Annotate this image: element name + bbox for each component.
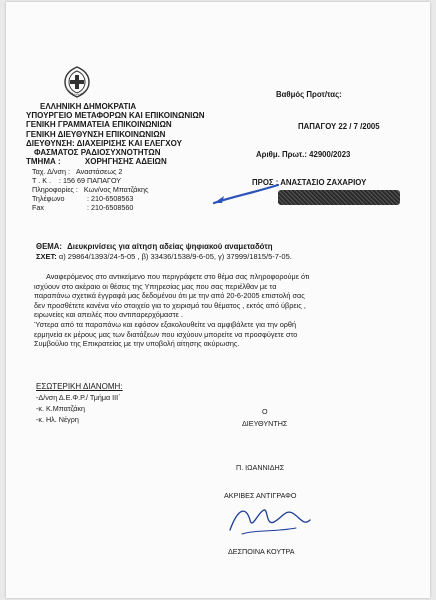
body-line: ερμηνεία εκ μέρους μας των διατάξεων που ισχύουν μπορείτε να προσφύγετε στο: [34, 329, 298, 339]
body-line: Ύστερα από τα παραπάνω και εφόσον εξακολουθείτε να αμφιβάλετε για την ορθή: [34, 319, 297, 329]
info-value: Κων/νος Μπατζάκης: [83, 185, 149, 194]
fax-label: Fax: [32, 203, 44, 212]
fax-value: : 210-6508560: [87, 203, 134, 212]
body-line: Αναφερόμενος στο αντικείμενο που περιγράφετε στο θέμα σας πληροφορούμε ότι: [46, 272, 310, 281]
distribution-item: -Δ/νση Δ.Ε.Φ.Ρ./ Τμήμα ΙΙΙ΄: [36, 393, 121, 402]
letter-body: [34, 272, 404, 349]
subject-text: Διευκρινίσεις για αίτηση αδείας ψηφιακού αναμεταδότη: [67, 242, 273, 251]
body-line: Συμβούλιο της Επικρατείας με την υποβολή αίτησης ακύρωσης.: [34, 339, 240, 349]
distribution-item: -κ. Ηλ. Νέγρη: [36, 415, 79, 424]
info-label: Πληροφορίες :: [32, 185, 78, 194]
true-copy-name: ΔΕΣΠΟΙΝΑ ΚΟΥΤΡΑ: [228, 547, 295, 556]
body-line: ισχύουν στο ακέραιο οι θέσεις της Υπηρεσίας μας που σας περιέλθαν με τα: [34, 281, 277, 291]
phone-label: Τηλέφωνο: [32, 194, 65, 203]
blue-arrow-mark-icon: [212, 179, 282, 207]
body-line: δεν προσθέτετε κανένα νέο στοιχείο για το χειρισμό του θέματος , εκτός από ύβρεις ,: [34, 300, 306, 310]
directorate-name-line1: ΔΙΕΥΘΥΝΣΗ: ΔΙΑΧΕΙΡΙΣΗΣ ΚΑΙ ΕΛΕΓΧΟΥ: [26, 138, 182, 148]
signatory-name: Π. ΙΩΑΝΝΙΔΗΣ: [236, 463, 285, 472]
greek-coat-of-arms-icon: [61, 66, 93, 98]
distribution-item: -κ. Κ.Μπατζάκη: [36, 404, 85, 413]
true-copy-label: ΑΚΡΙΒΕΣ ΑΝΤΙΓΡΑΦΟ: [224, 491, 297, 500]
directorate-name-line2: ΦΑΣΜΑΤΟΣ ΡΑΔΙΟΣΥΧΝΟΤΗΤΩΝ: [34, 148, 161, 158]
signatory-article: Ο: [262, 407, 268, 416]
country-name: ΕΛΛΗΝΙΚΗ ΔΗΜΟΚΡΑΤΙΑ: [40, 102, 137, 111]
department-label: ΤΜΗΜΑ :: [26, 157, 61, 167]
redacted-recipient-address: [278, 190, 400, 205]
recipient-line: ΠΡΟΣ : ΑΝΑΣΤΑΣΙΟ ΖΑΧΑΡΙΟΥ: [252, 178, 367, 187]
letter-page: [6, 2, 430, 598]
postcode-label: Τ . Κ .: [32, 176, 52, 185]
subject-line: [36, 242, 272, 251]
body-line: ειρωνείες και απειλές που αντιπαρερχόμαστε .: [34, 310, 183, 320]
reference-line: [36, 252, 292, 261]
reference-label: ΣΧΕΤ:: [36, 252, 57, 261]
secretariat-name: ΓΕΝΙΚΗ ΓΡΑΜΜΑΤΕΙΑ ΕΠΙΚΟΙΝΩΝΙΩΝ: [26, 120, 172, 130]
body-line: παραπάνω σχετικά έγγραφά μας δεδομένου ότι με την από 20-6-2005 επιστολή σας: [34, 291, 305, 301]
department-value: ΧΟΡΗΓΗΣΗΣ ΑΔΕΙΩΝ: [84, 157, 167, 167]
postcode-value: : 156 69 ΠΑΠΑΓΟΥ: [59, 176, 122, 185]
reference-text: α) 29864/1393/24-5-05 , β) 33436/1538/9-6-05, γ) 37999/1815/5-7-05.: [58, 252, 292, 261]
protocol-number: Αριθμ. Πρωτ.: 42900/2023: [256, 150, 351, 159]
place-date: ΠΑΠΑΓΟΥ 22 / 7 /2005: [298, 122, 380, 131]
phone-value: : 210-6508563: [87, 194, 134, 203]
directorate-general-name: ΓΕΝΙΚΗ ΔΙΕΥΘΥΝΣΗ ΕΠΙΚΟΙΝΩΝΙΩΝ: [26, 129, 166, 139]
sender-header: [26, 102, 205, 166]
signatory-role: ΔΙΕΥΘΥΝΤΗΣ: [242, 419, 288, 428]
distribution-title: ΕΣΩΤΕΡΙΚΗ ΔΙΑΝΟΜΗ:: [36, 382, 123, 391]
security-level-label: Βαθμός Προτ/τας:: [276, 90, 342, 99]
subject-label: ΘΕΜΑ:: [36, 242, 62, 251]
handwritten-signature: [224, 500, 314, 540]
address-label: Ταχ. Δ/νση :: [32, 167, 70, 176]
address-value: Αναστάσεως 2: [75, 167, 123, 176]
fax-line: [32, 204, 133, 213]
ministry-name: ΥΠΟΥΡΓΕΙΟ ΜΕΤΑΦΟΡΩΝ ΚΑΙ ΕΠΙΚΟΙΝΩΝΙΩΝ: [26, 111, 205, 121]
